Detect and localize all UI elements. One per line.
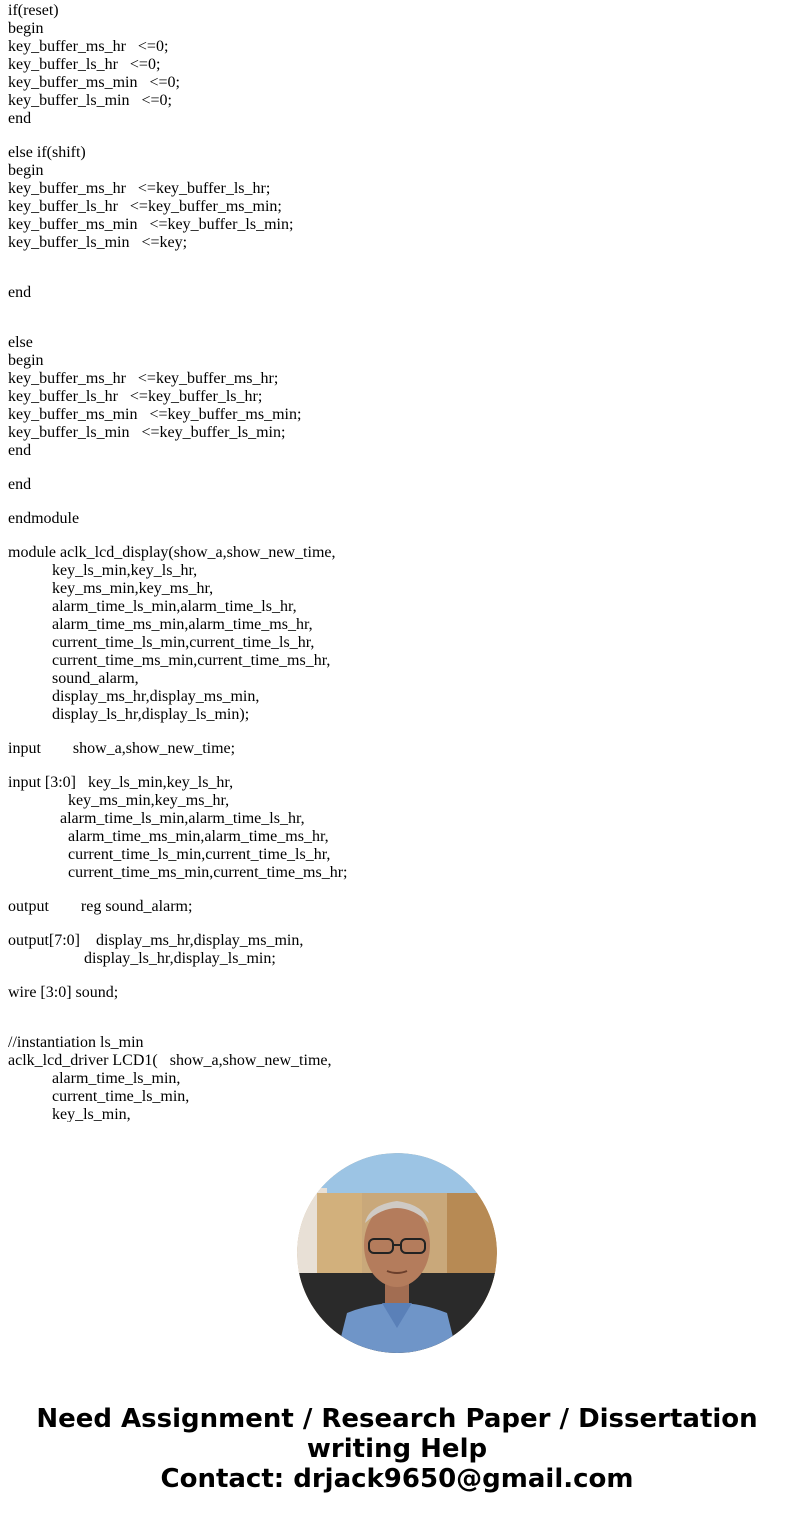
code-line xyxy=(8,128,788,144)
code-line: alarm_time_ms_min,alarm_time_ms_hr, xyxy=(8,828,329,845)
code-line: input [3:0] key_ls_min,key_ls_hr, xyxy=(8,774,234,791)
code-line: //instantiation ls_min xyxy=(8,1034,144,1051)
code-listing xyxy=(8,2,788,1122)
code-line: key_buffer_ms_min <=0; xyxy=(8,74,180,91)
code-line: wire [3:0] sound; xyxy=(8,984,119,1001)
code-line: if(reset) xyxy=(8,2,59,19)
code-line: key_buffer_ls_hr <=key_buffer_ls_hr; xyxy=(8,388,263,405)
code-line: begin xyxy=(8,162,44,179)
code-line: current_time_ls_min,current_time_ls_hr, xyxy=(8,846,331,863)
code-line xyxy=(8,724,788,740)
code-line xyxy=(8,882,788,898)
code-line xyxy=(8,916,788,932)
code-line: alarm_time_ls_min,alarm_time_ls_hr, xyxy=(8,810,305,827)
code-line: aclk_lcd_driver LCD1( show_a,show_new_time, xyxy=(8,1052,332,1069)
promo-banner xyxy=(0,1404,794,1494)
code-line: output reg sound_alarm; xyxy=(8,898,193,915)
code-line xyxy=(8,1002,788,1018)
code-line: key_ls_min, xyxy=(8,1106,131,1122)
code-line: alarm_time_ls_min,alarm_time_ls_hr, xyxy=(8,598,297,615)
code-line xyxy=(8,528,788,544)
code-line: display_ls_hr,display_ls_min); xyxy=(8,706,250,723)
code-line xyxy=(8,494,788,510)
promo-line-1: Need Assignment / Research Paper / Dissertation xyxy=(36,1404,758,1434)
code-line: output[7:0] display_ms_hr,display_ms_min, xyxy=(8,932,304,949)
code-line: current_time_ms_min,current_time_ms_hr, xyxy=(8,652,331,669)
code-line: key_ms_min,key_ms_hr, xyxy=(8,792,230,809)
code-line: end xyxy=(8,284,32,301)
code-line: key_buffer_ms_hr <=key_buffer_ls_hr; xyxy=(8,180,271,197)
code-line: current_time_ls_min, xyxy=(8,1088,190,1105)
code-line: key_buffer_ls_hr <=key_buffer_ms_min; xyxy=(8,198,282,215)
code-line xyxy=(8,758,788,774)
code-line: current_time_ms_min,current_time_ms_hr; xyxy=(8,864,348,881)
code-line: else if(shift) xyxy=(8,144,86,161)
code-line xyxy=(8,268,788,284)
code-line: display_ms_hr,display_ms_min, xyxy=(8,688,260,705)
code-line: key_buffer_ls_min <=0; xyxy=(8,92,172,109)
code-line: module aclk_lcd_display(show_a,show_new_time, xyxy=(8,544,336,561)
code-line: begin xyxy=(8,352,44,369)
code-line: key_buffer_ls_hr <=0; xyxy=(8,56,161,73)
promo-line-2: writing Help xyxy=(306,1434,488,1464)
code-line: key_buffer_ms_min <=key_buffer_ls_min; xyxy=(8,216,294,233)
code-line xyxy=(8,1018,788,1034)
code-line: current_time_ls_min,current_time_ls_hr, xyxy=(8,634,315,651)
code-line: alarm_time_ls_min, xyxy=(8,1070,181,1087)
code-line: sound_alarm, xyxy=(8,670,139,687)
code-line: endmodule xyxy=(8,510,80,527)
code-line: input show_a,show_new_time; xyxy=(8,740,236,757)
code-line: key_buffer_ls_min <=key_buffer_ls_min; xyxy=(8,424,286,441)
code-line xyxy=(8,318,788,334)
code-line: end xyxy=(8,476,32,493)
code-line: else xyxy=(8,334,33,351)
promo-line-3: Contact: drjack9650@gmail.com xyxy=(160,1464,634,1494)
code-line: key_buffer_ms_min <=key_buffer_ms_min; xyxy=(8,406,302,423)
code-line: alarm_time_ms_min,alarm_time_ms_hr, xyxy=(8,616,313,633)
code-line: display_ls_hr,display_ls_min; xyxy=(8,950,276,967)
code-line: key_buffer_ms_hr <=0; xyxy=(8,38,169,55)
author-avatar xyxy=(297,1153,497,1353)
code-line xyxy=(8,302,788,318)
code-line: begin xyxy=(8,20,44,37)
code-line: end xyxy=(8,110,32,127)
code-line: key_buffer_ms_hr <=key_buffer_ms_hr; xyxy=(8,370,279,387)
code-line: key_ms_min,key_ms_hr, xyxy=(8,580,214,597)
code-line: end xyxy=(8,442,32,459)
code-line xyxy=(8,252,788,268)
code-line xyxy=(8,460,788,476)
code-line: key_ls_min,key_ls_hr, xyxy=(8,562,198,579)
code-line: key_buffer_ls_min <=key; xyxy=(8,234,188,251)
code-line xyxy=(8,968,788,984)
